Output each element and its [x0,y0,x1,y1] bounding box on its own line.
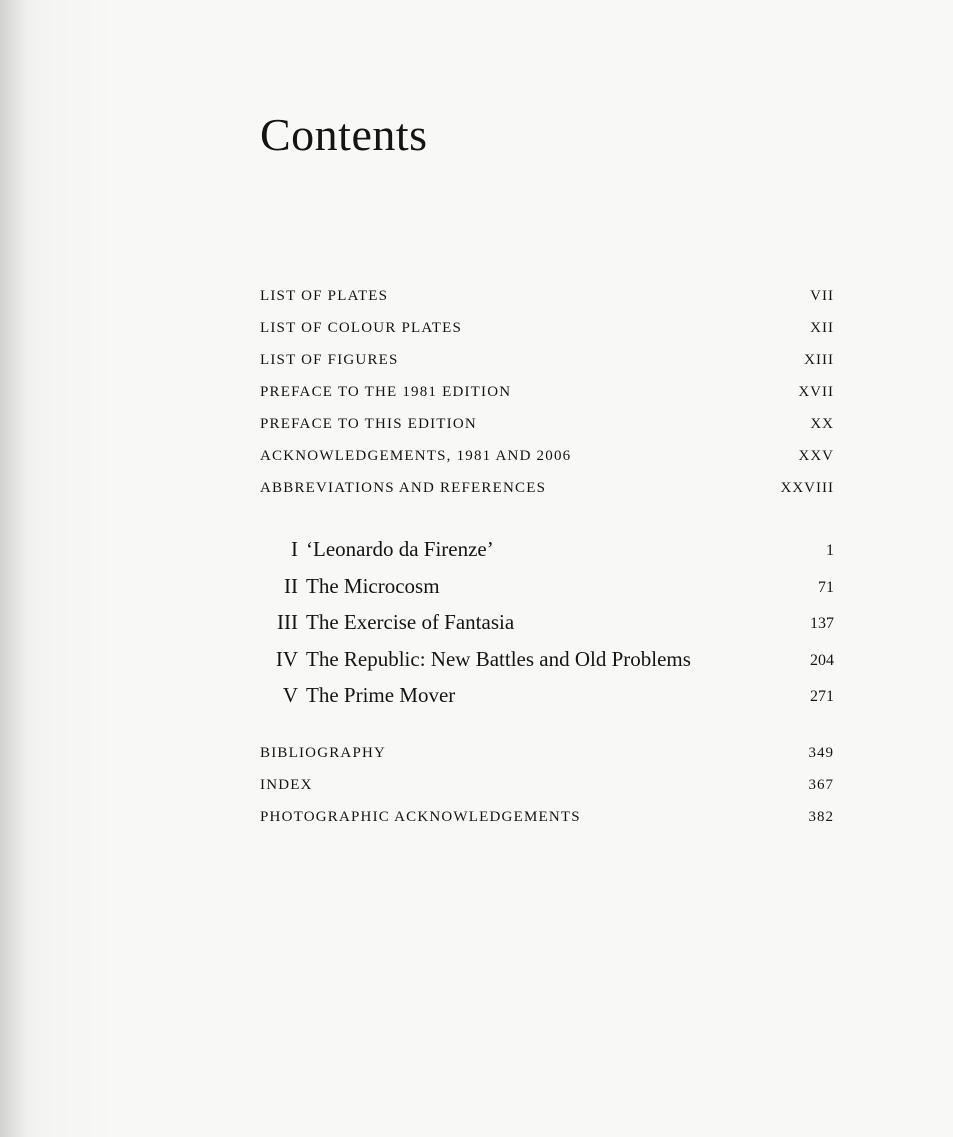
chapter-list [260,537,834,720]
toc-entry-page: 349 [808,745,834,761]
toc-entry [260,416,834,448]
toc-entry [260,448,834,480]
toc-entry [260,384,834,416]
toc-entry [260,745,834,777]
toc-entry [260,320,834,352]
chapter-page: 271 [810,688,834,705]
toc-entry [260,352,834,384]
chapter-entry [260,683,834,720]
chapter-entry [260,537,834,574]
toc-entry-label: LIST OF FIGURES [260,352,399,368]
toc-entry-label: LIST OF PLATES [260,288,389,304]
chapter-numeral: IV [275,646,298,671]
chapter-entry [260,647,834,684]
chapter-entry [260,610,834,647]
toc-entry-page: XIII [804,352,834,368]
gutter-shadow [0,0,28,1137]
chapter-page: 1 [826,542,834,559]
chapter-numeral: II [284,573,298,598]
chapter-title: ‘Leonardo da Firenze’ [306,537,494,561]
chapter-page: 204 [810,651,834,669]
chapter-title: The Republic: New Battles and Old Problems [306,646,691,671]
toc-entry-label: BIBLIOGRAPHY [260,745,387,761]
toc-entry-label: ACKNOWLEDGEMENTS, 1981 AND 2006 [260,448,572,464]
toc-entry-page: VII [810,288,834,304]
toc-entry-page: XXVIII [780,480,834,496]
chapter-numeral: III [277,610,298,634]
chapter-numeral: V [282,683,298,707]
toc-entry-label: PHOTOGRAPHIC ACKNOWLEDGEMENTS [260,809,581,825]
toc-entry [260,480,834,512]
chapter-title: The Exercise of Fantasia [306,610,515,634]
chapter-page: 137 [810,615,834,632]
toc-entry-page: XVII [798,384,834,400]
toc-entry-label: LIST OF COLOUR PLATES [260,320,463,336]
toc-entry-label: PREFACE TO THIS EDITION [260,416,477,432]
page-title: Contents [260,109,428,160]
chapter-page: 71 [818,578,834,596]
toc-entry-page: 382 [808,809,834,825]
toc-entry-page: 367 [808,777,834,793]
toc-entry [260,777,834,809]
back-matter-list [260,745,834,841]
chapter-numeral: I [291,537,298,561]
toc-entry [260,809,834,841]
toc-entry-label: ABBREVIATIONS AND REFERENCES [260,480,547,496]
toc-entry-label: PREFACE TO THE 1981 EDITION [260,384,512,400]
toc-entry-page: XX [810,416,834,432]
chapter-title: The Microcosm [306,573,440,598]
toc-entry [260,288,834,320]
toc-entry-page: XXV [798,448,834,464]
toc-entry-label: INDEX [260,777,313,793]
chapter-title: The Prime Mover [306,683,456,707]
chapter-entry [260,574,834,611]
front-matter-list [260,288,834,512]
toc-entry-page: XII [810,320,834,336]
